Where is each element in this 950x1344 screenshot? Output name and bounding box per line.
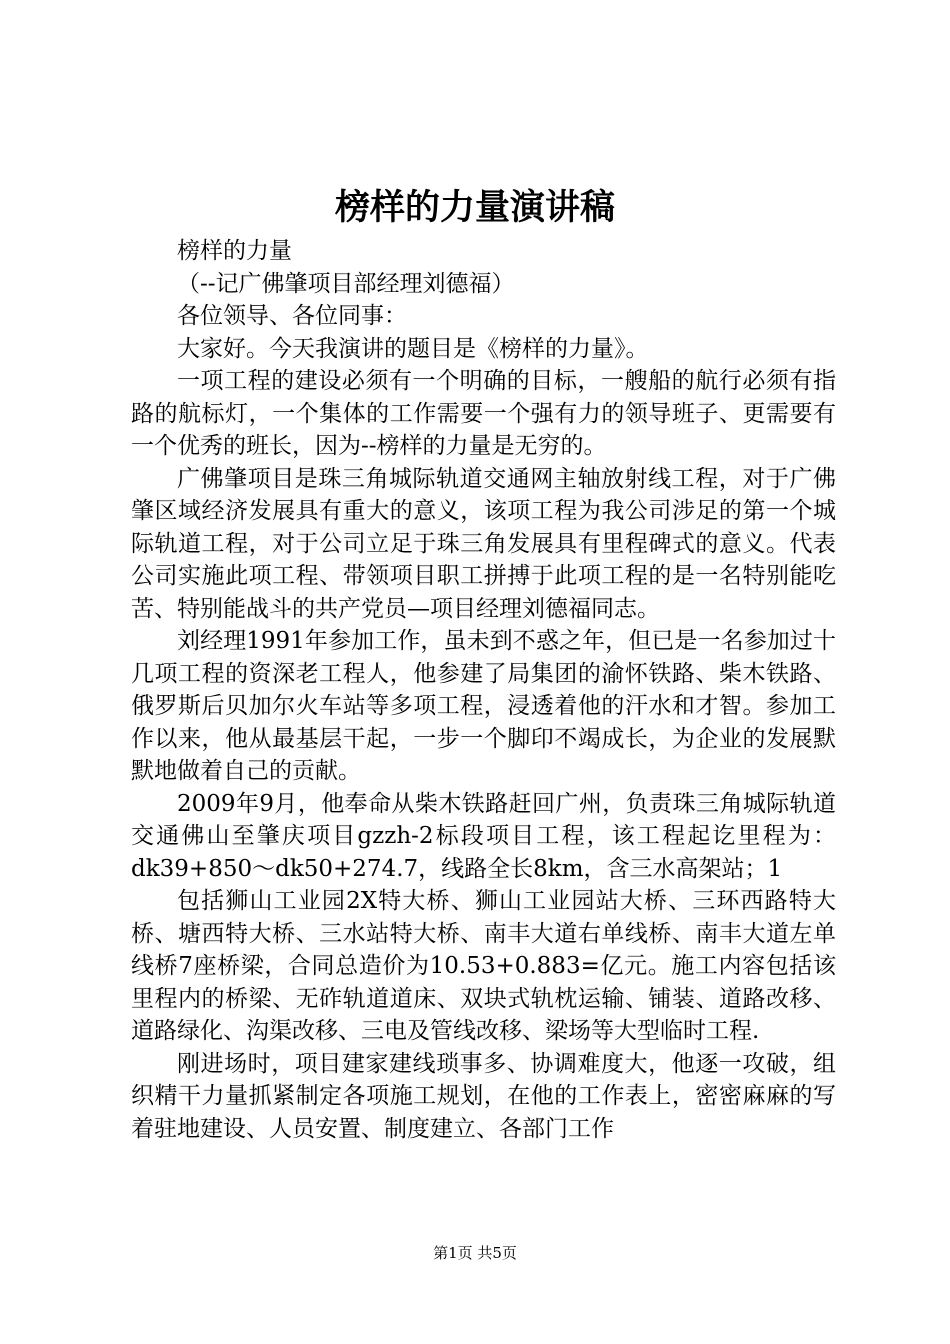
document-title: 榜样的力量演讲稿 <box>334 188 615 228</box>
paragraph: 广佛肇项目是珠三角城际轨道交通网主轴放射线工程，对于广佛肇区域经济发展具有重大的意义，该项工程为我公司涉足的第一个城际轨道工程，对于公司立足于珠三角发展具有里程碑式的意义。代表公司实施此项工程、带领项目职工拼搏于此项工程的是一名特别能吃苦、特别能战斗的共产党员—项目经理刘德福同志。 <box>131 465 836 622</box>
paragraph: 2009年9月，他奉命从柴木铁路赶回广州，负责珠三角城际轨道交通佛山至肇庆项目gzzh-2标段项目工程，该工程起讫里程为：dk39+850～dk50+274.7，线路全长8km，含三水高架站；1 <box>131 790 836 882</box>
paragraph: 刘经理1991年参加工作，虽未到不惑之年，但已是一名参加过十几项工程的资深老工程人，他参建了局集团的渝怀铁路、柴木铁路、俄罗斯后贝加尔火车站等多项工程，浸透着他的汗水和才智。参加工作以来，他从最基层干起，一步一个脚印不竭成长，为企业的发展默默地做着自己的贡献。 <box>131 628 836 784</box>
page-footer: 第1页 共5页 <box>433 1244 517 1262</box>
paragraph: 榜样的力量 <box>177 238 292 264</box>
paragraph: （--记广佛肇项目部经理刘德福） <box>177 270 515 297</box>
paragraph: 一项工程的建设必须有一个明确的目标，一艘船的航行必须有指路的航标灯，一个集体的工作需要一个强有力的领导班子、更需要有一个优秀的班长，因为--榜样的力量是无穷的。 <box>131 368 836 459</box>
paragraph: 大家好。今天我演讲的题目是《榜样的力量》。 <box>177 335 649 362</box>
paragraph: 刚进场时，项目建家建线琐事多、协调难度大，他逐一攻破，组织精干力量抓紧制定各项施工规划，在他的工作表上，密密麻麻的写着驻地建设、人员安置、制度建立、各部门工作 <box>131 1050 836 1142</box>
paragraph: 包括狮山工业园2X特大桥、狮山工业园站大桥、三环西路特大桥、塘西特大桥、三水站特大桥、南丰大道右单线桥、南丰大道左单线桥7座桥梁，合同总造价为10.53+0.883=亿元。施工内容包括该里程内的桥梁、无砟轨道道床、双块式轨枕运输、铺装、道路改移、道路绿化、沟渠改移、三电及管线改移、梁场等大型临时工程. <box>131 888 836 1044</box>
document-body <box>131 235 836 1145</box>
paragraph: 各位领导、各位同事： <box>177 303 407 329</box>
